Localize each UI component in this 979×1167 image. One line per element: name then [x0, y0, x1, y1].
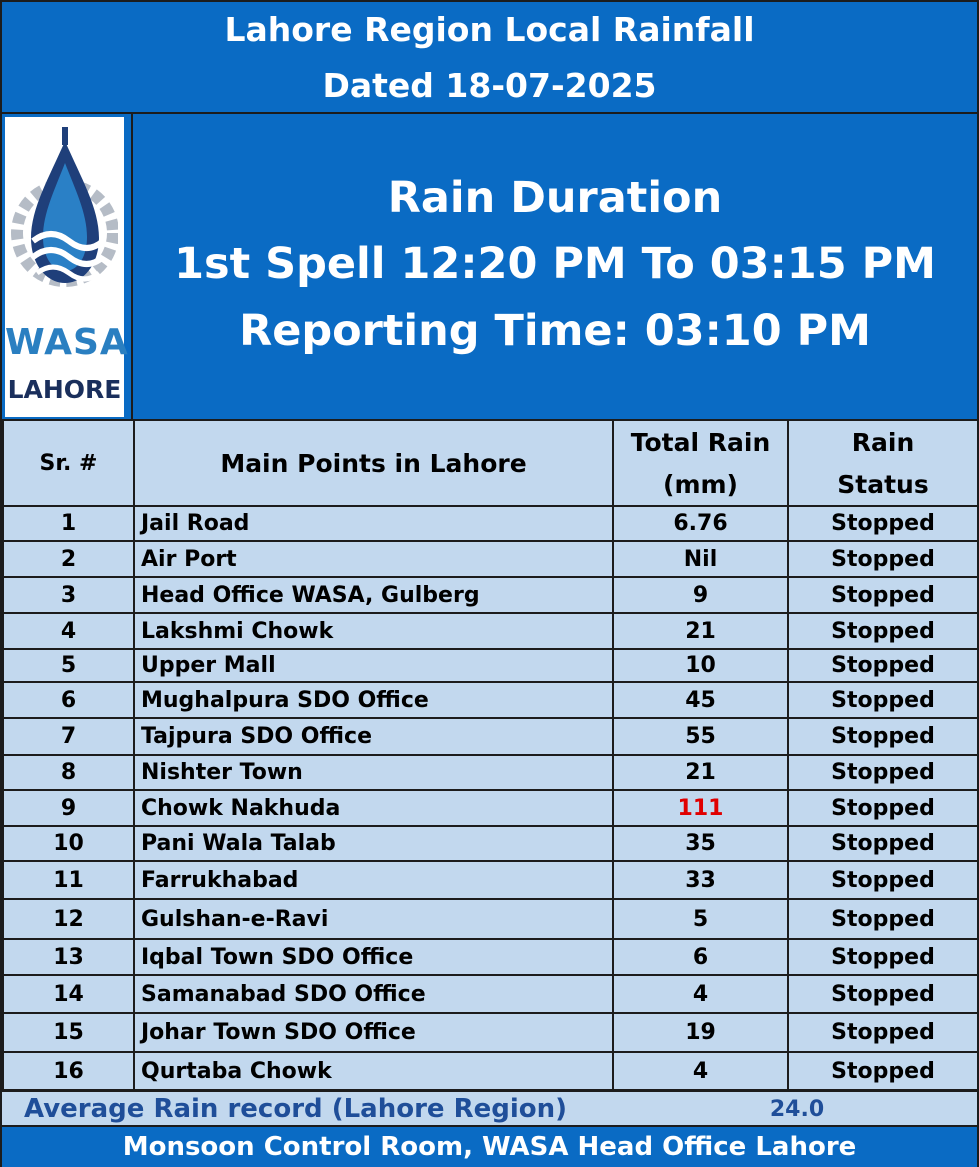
row-point: Tajpura SDO Office	[134, 718, 613, 755]
row-status: Stopped	[788, 682, 978, 718]
row-rain: 19	[613, 1013, 788, 1052]
row-sr: 12	[3, 899, 134, 939]
table-row	[3, 1013, 978, 1052]
row-status: Stopped	[788, 1052, 978, 1090]
table-row	[3, 755, 978, 790]
row-point: Pani Wala Talab	[134, 826, 613, 861]
row-point: Qurtaba Chowk	[134, 1052, 613, 1090]
table-row	[3, 939, 978, 975]
row-point: Nishter Town	[134, 755, 613, 790]
row-sr: 5	[3, 649, 134, 682]
report-title: Lahore Region Local Rainfall	[224, 10, 755, 49]
row-status: Stopped	[788, 577, 978, 613]
row-sr: 4	[3, 613, 134, 649]
row-rain: Nil	[613, 541, 788, 577]
row-status: Stopped	[788, 975, 978, 1013]
col-header-rain	[613, 420, 788, 506]
table-row	[3, 718, 978, 755]
average-label: Average Rain record (Lahore Region)	[24, 1094, 568, 1124]
table-row	[3, 790, 978, 826]
row-sr: 16	[3, 1052, 134, 1090]
row-rain: 21	[613, 613, 788, 649]
table-row	[3, 899, 978, 939]
row-point: Air Port	[134, 541, 613, 577]
row-rain: 35	[613, 826, 788, 861]
table-row	[3, 506, 978, 541]
row-status: Stopped	[788, 613, 978, 649]
row-rain: 111	[613, 790, 788, 826]
row-point: Iqbal Town SDO Office	[134, 939, 613, 975]
col-header-status-line1: Rain	[851, 428, 915, 457]
row-point: Farrukhabad	[134, 861, 613, 899]
row-sr: 13	[3, 939, 134, 975]
table-row	[3, 613, 978, 649]
col-header-status-line2: Status	[837, 470, 929, 499]
row-sr: 10	[3, 826, 134, 861]
table-row	[3, 577, 978, 613]
row-rain: 6	[613, 939, 788, 975]
row-rain: 33	[613, 861, 788, 899]
row-rain: 45	[613, 682, 788, 718]
report-footer	[2, 1125, 977, 1167]
row-rain: 4	[613, 975, 788, 1013]
row-sr: 15	[3, 1013, 134, 1052]
table-header-row	[3, 420, 978, 506]
table-row	[3, 861, 978, 899]
table-row	[3, 826, 978, 861]
row-sr: 11	[3, 861, 134, 899]
row-sr: 14	[3, 975, 134, 1013]
row-status: Stopped	[788, 506, 978, 541]
row-rain: 5	[613, 899, 788, 939]
row-sr: 2	[3, 541, 134, 577]
logo-city: LAHORE	[7, 375, 122, 404]
row-point: Samanabad SDO Office	[134, 975, 613, 1013]
table-row	[3, 649, 978, 682]
average-rain-row	[2, 1090, 977, 1127]
table-row	[3, 975, 978, 1013]
table-row	[3, 682, 978, 718]
logo-cell	[2, 114, 133, 419]
row-status: Stopped	[788, 790, 978, 826]
row-status: Stopped	[788, 718, 978, 755]
row-status: Stopped	[788, 861, 978, 899]
row-rain: 4	[613, 1052, 788, 1090]
row-sr: 3	[3, 577, 134, 613]
row-rain: 10	[613, 649, 788, 682]
row-rain: 55	[613, 718, 788, 755]
row-sr: 8	[3, 755, 134, 790]
row-point: Gulshan-e-Ravi	[134, 899, 613, 939]
footer-text: Monsoon Control Room, WASA Head Office Lahore	[122, 1132, 857, 1162]
row-status: Stopped	[788, 939, 978, 975]
logo-wordmark: WASA	[5, 322, 129, 363]
row-sr: 7	[3, 718, 134, 755]
col-header-sr: Sr. #	[3, 420, 134, 506]
report-header	[2, 2, 977, 114]
rainfall-table	[2, 419, 979, 1091]
row-status: Stopped	[788, 541, 978, 577]
row-status: Stopped	[788, 899, 978, 939]
table-row	[3, 541, 978, 577]
row-status: Stopped	[788, 1013, 978, 1052]
row-point: Jail Road	[134, 506, 613, 541]
table-row	[3, 1052, 978, 1090]
spell-time: 1st Spell 12:20 PM To 03:15 PM	[174, 239, 936, 289]
col-header-rain-line2: (mm)	[663, 470, 738, 499]
row-status: Stopped	[788, 755, 978, 790]
rain-duration-panel	[133, 114, 977, 419]
reporting-time: Reporting Time: 03:10 PM	[239, 306, 871, 356]
col-header-rain-line1: Total Rain	[630, 428, 771, 457]
row-rain: 6.76	[613, 506, 788, 541]
row-point: Lakshmi Chowk	[134, 613, 613, 649]
duration-heading: Rain Duration	[387, 173, 723, 223]
row-point: Chowk Nakhuda	[134, 790, 613, 826]
water-drop-gear-icon	[11, 123, 118, 323]
wasa-logo	[5, 117, 129, 417]
row-point: Head Office WASA, Gulberg	[134, 577, 613, 613]
row-rain: 9	[613, 577, 788, 613]
col-header-point: Main Points in Lahore	[134, 420, 613, 506]
row-status: Stopped	[788, 826, 978, 861]
average-value: 24.0	[769, 1097, 825, 1122]
row-sr: 9	[3, 790, 134, 826]
row-status: Stopped	[788, 649, 978, 682]
row-point: Upper Mall	[134, 649, 613, 682]
row-sr: 1	[3, 506, 134, 541]
row-point: Mughalpura SDO Office	[134, 682, 613, 718]
col-header-status	[788, 420, 978, 506]
row-rain: 21	[613, 755, 788, 790]
report-date: Dated 18-07-2025	[322, 66, 657, 105]
row-sr: 6	[3, 682, 134, 718]
row-point: Johar Town SDO Office	[134, 1013, 613, 1052]
